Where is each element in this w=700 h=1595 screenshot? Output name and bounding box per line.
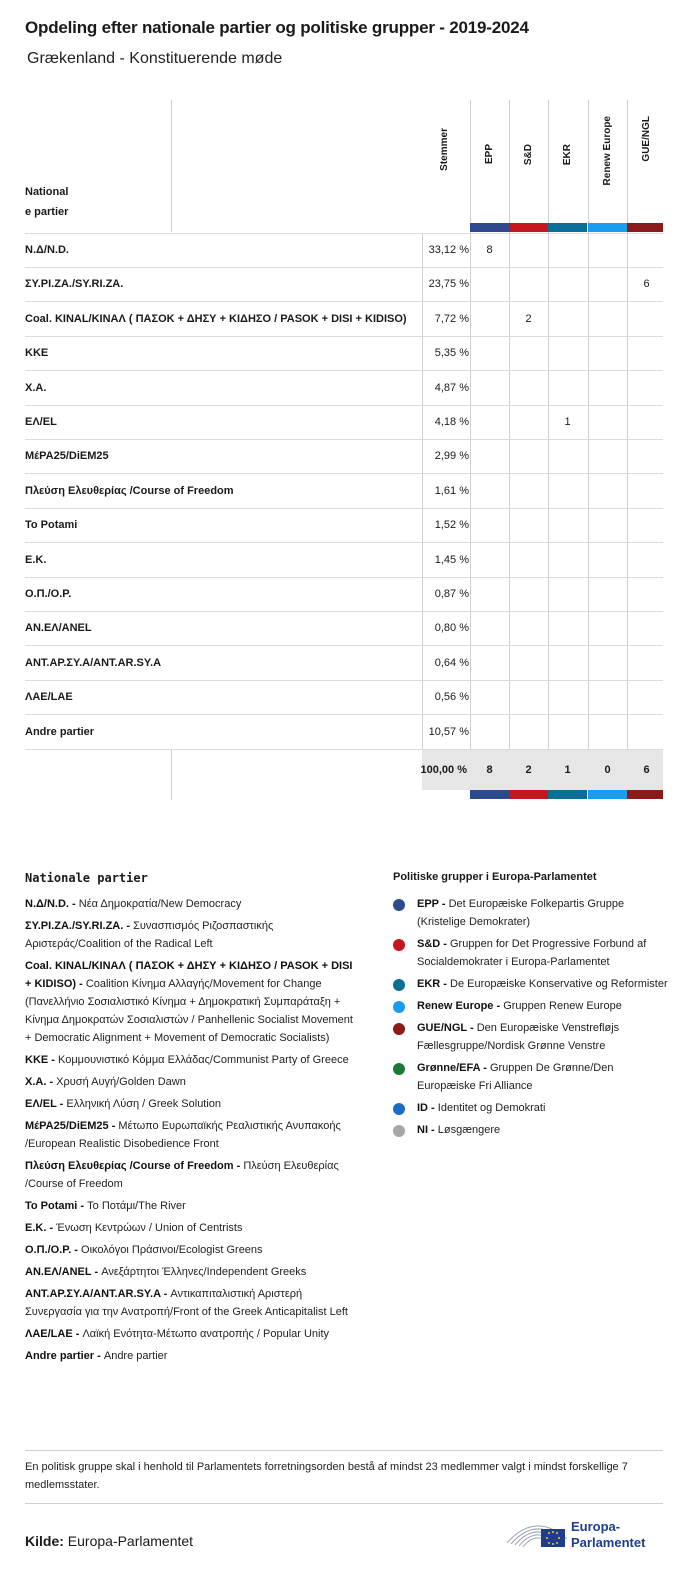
party-full-name: Andre partier xyxy=(103,1350,168,1362)
group-color-bar xyxy=(509,790,548,799)
group-legend-item xyxy=(393,895,668,931)
party-abbreviation: Andre partier - xyxy=(25,1350,104,1362)
group-color-bar xyxy=(548,790,587,799)
party-full-name: Νέα Δημοκρατία/New Democracy xyxy=(78,898,242,910)
group-legend-item xyxy=(393,1019,668,1055)
table-row xyxy=(25,336,663,370)
national-party-legend-item xyxy=(25,1285,360,1321)
vote-share: 10,57 % xyxy=(428,725,469,738)
group-color-dot-icon xyxy=(393,899,405,911)
group-color-bar xyxy=(588,223,627,232)
party-name: KKE xyxy=(25,347,49,360)
party-abbreviation: ΣΥ.ΡΙ.ΖΑ./SY.RI.ZA. - xyxy=(25,920,134,932)
source-value: Europa-Parlamentet xyxy=(67,1533,194,1549)
group-color-bar xyxy=(627,790,663,799)
seat-count: 8 xyxy=(486,244,493,256)
party-full-name: Αντικαπιταλιστική Αριστερή Συνεργασία για την Ανατροπή/Front of the Greek Anticapitalist Left xyxy=(25,1288,348,1318)
national-party-legend-item xyxy=(25,917,360,953)
logo-line-2: Parlamentet xyxy=(571,1535,646,1550)
group-abbreviation: S&D - xyxy=(417,938,450,950)
party-name: Ο.Π./O.P. xyxy=(25,588,72,600)
logo-wordmark xyxy=(571,1519,645,1551)
group-color-dot-icon xyxy=(393,1001,405,1013)
total-seat-count: 1 xyxy=(564,764,571,776)
party-name: ΕΛ/EL xyxy=(25,416,57,428)
seat-count: 1 xyxy=(564,416,571,428)
vote-share: 0,80 % xyxy=(434,622,469,635)
party-name: Coal. KINAL/ΚΙΝΑΛ ( ΠΑΣΟΚ + ΔΗΣΥ + ΚΙΔΗΣΟ / PASOK + DISI + KIDISO) xyxy=(25,312,407,325)
party-abbreviation: To Potami - xyxy=(25,1200,88,1212)
party-full-name: Το Ποτάμι/The River xyxy=(87,1200,186,1212)
group-header-ekr: EKR xyxy=(562,144,573,166)
vote-share: 4,87 % xyxy=(434,381,469,394)
vote-share: 7,72 % xyxy=(434,312,469,325)
national-parties-legend xyxy=(25,871,360,1369)
divider xyxy=(25,1503,663,1504)
party-abbreviation: X.A. - xyxy=(25,1076,57,1088)
national-party-legend-item xyxy=(25,1051,360,1069)
national-legend-title: Nationale partier xyxy=(25,871,148,885)
party-full-name: Πλεύση Ελευθερίας /Course of Freedom xyxy=(25,1160,339,1190)
national-party-legend-item xyxy=(25,1325,360,1343)
party-name: Andre partier xyxy=(25,725,95,738)
national-party-legend-item xyxy=(25,895,360,913)
table-row xyxy=(25,543,663,577)
party-full-name: Ανεξάρτητοι Έλληνες/Independent Greeks xyxy=(101,1266,307,1278)
party-full-name: Coalition Κίνημα Αλλαγής/Movement for Change (Πανελλήνιο Σοσιαλιστικό Κίνημα + Δημοκρατική Συμπαράταξη + Κίνημα Δημοκρατών Σοσιαλιστών / Panhellenic Socialist Movement + Democratic Alignment + Movement of Democratic Socialists) xyxy=(25,978,353,1044)
party-name: ΜέΡΑ25/DiEM25 xyxy=(25,450,109,463)
group-color-bar xyxy=(470,790,509,799)
logo-line-1: Europa- xyxy=(571,1519,621,1534)
vote-share: 1,61 % xyxy=(434,484,469,497)
vote-share: 2,99 % xyxy=(434,450,469,463)
group-legend-item xyxy=(393,997,668,1015)
vote-share: 23,75 % xyxy=(428,278,469,291)
party-full-name: Συνασπισμός Ριζοσπαστικής Αριστεράς/Coalition of the Radical Left xyxy=(25,920,274,950)
seat-count: 2 xyxy=(525,312,532,325)
party-header-line: National xyxy=(25,186,69,198)
group-color-dot-icon xyxy=(393,1023,405,1035)
group-full-name: Gruppen for Det Progressive Forbund af Socialdemokrater i Europa-Parlamentet xyxy=(417,938,647,968)
group-abbreviation: Renew Europe - xyxy=(417,1000,504,1012)
party-name: ΛΑΕ/LAE xyxy=(25,691,73,704)
party-abbreviation: Coal. KINAL/ΚΙΝΑΛ ( ΠΑΣΟΚ + ΔΗΣΥ + ΚΙΔΗΣΟ / PASOK + DISI + KIDISO) - xyxy=(25,960,353,990)
party-name: To Potami xyxy=(25,519,78,532)
party-full-name: Οικολόγοι Πράσινοι/Ecologist Greens xyxy=(81,1244,263,1256)
group-color-bar xyxy=(588,790,627,799)
national-party-legend-item xyxy=(25,1263,360,1281)
table-row xyxy=(25,474,663,508)
party-name: ΣΥ.ΡΙ.ΖΑ./SY.RI.ZA. xyxy=(25,278,124,291)
group-legend-item xyxy=(393,1059,668,1095)
party-full-name: Ελληνική Λύση / Greek Solution xyxy=(66,1098,222,1110)
party-abbreviation: KKE - xyxy=(25,1054,58,1066)
national-party-legend-item xyxy=(25,1347,360,1365)
group-legend-item xyxy=(393,1121,668,1139)
table-row xyxy=(25,508,663,542)
party-full-name: Ένωση Κεντρώων / Union of Centrists xyxy=(56,1222,243,1234)
party-header-line: e partier xyxy=(25,206,69,218)
group-legend-item xyxy=(393,975,668,993)
table-row xyxy=(25,405,663,439)
party-name: ΑΝΤ.ΑΡ.ΣΥ.Α/ANT.AR.SY.A xyxy=(25,656,162,669)
group-color-bar xyxy=(509,223,548,232)
results-table xyxy=(25,100,663,800)
party-abbreviation: ΜέΡΑ25/DiEM25 - xyxy=(25,1120,119,1132)
party-abbreviation: ΑΝ.ΕΛ/ANEL - xyxy=(25,1266,102,1278)
total-seat-count: 2 xyxy=(525,764,532,776)
party-abbreviation: E.K. - xyxy=(25,1222,57,1234)
group-header-s-d: S&D xyxy=(523,144,534,166)
national-party-legend-item xyxy=(25,1219,360,1237)
national-party-legend-item xyxy=(25,957,360,1047)
total-vote-share: 100,00 % xyxy=(420,764,467,776)
group-full-name: Den Europæiske Venstrefløjs Fællesgruppe/Nordisk Grønne Venstre xyxy=(417,1022,620,1052)
vote-share: 4,18 % xyxy=(434,416,469,428)
votes-column-header: Stemmer xyxy=(439,128,450,171)
table-row xyxy=(25,646,663,680)
table-row xyxy=(25,233,663,267)
group-full-name: Løsgængere xyxy=(437,1124,501,1136)
group-color-dot-icon xyxy=(393,1063,405,1075)
vote-share: 5,35 % xyxy=(434,347,469,360)
party-abbreviation: Ο.Π./O.P. - xyxy=(25,1244,82,1256)
vote-share: 0,56 % xyxy=(434,691,469,704)
total-seat-count: 8 xyxy=(486,764,493,776)
national-party-legend-item xyxy=(25,1197,360,1215)
national-party-legend-item xyxy=(25,1241,360,1259)
party-abbreviation: ΕΛ/EL - xyxy=(25,1098,67,1110)
political-groups-legend xyxy=(393,871,668,1143)
divider xyxy=(25,1450,663,1451)
party-full-name: Μέτωπο Ευρωπαϊκής Ρεαλιστικής Ανυπακοής /European Realistic Disobedience Front xyxy=(25,1120,341,1150)
party-abbreviation: ΛΑΕ/LAE - xyxy=(25,1328,83,1340)
source-line xyxy=(25,1533,193,1549)
group-color-bar xyxy=(470,223,509,232)
group-abbreviation: ID - xyxy=(417,1102,438,1114)
group-full-name: De Europæiske Konservative og Reformister xyxy=(450,978,668,990)
group-color-bar xyxy=(548,223,587,232)
group-full-name: Det Europæiske Folkepartis Gruppe (Kristelige Demokrater) xyxy=(417,898,625,928)
group-color-bar xyxy=(627,223,663,232)
column-divider xyxy=(171,750,172,800)
table-row xyxy=(25,611,663,645)
party-name: Πλεύση Ελευθερίας /Course of Freedom xyxy=(25,484,234,497)
group-full-name: Gruppen De Grønne/Den Europæiske Fri Alliance xyxy=(417,1062,614,1092)
group-color-dot-icon xyxy=(393,939,405,951)
group-abbreviation: Grønne/EFA - xyxy=(417,1062,490,1074)
table-row xyxy=(25,715,663,749)
group-abbreviation: EKR - xyxy=(417,978,450,990)
party-column-header xyxy=(25,182,85,222)
group-header-gue-ngl: GUE/NGL xyxy=(641,116,652,162)
group-legend-item xyxy=(393,1099,668,1117)
party-name: E.K. xyxy=(25,553,47,566)
table-row xyxy=(25,680,663,714)
national-party-legend-item xyxy=(25,1157,360,1193)
group-full-name: Gruppen Renew Europe xyxy=(503,1000,622,1012)
party-abbreviation: Ν.Δ/N.D. - xyxy=(25,898,79,910)
group-abbreviation: EPP - xyxy=(417,898,449,910)
party-name: ΑΝ.ΕΛ/ANEL xyxy=(25,622,92,635)
group-abbreviation: NI - xyxy=(417,1124,438,1136)
table-row xyxy=(25,577,663,611)
vote-share: 0,64 % xyxy=(434,656,469,669)
party-abbreviation: ΑΝΤ.ΑΡ.ΣΥ.Α/ANT.AR.SY.A - xyxy=(25,1288,171,1300)
table-row xyxy=(25,439,663,473)
party-full-name: Λαϊκή Ενότητα-Μέτωπο ανατροπής / Popular Unity xyxy=(82,1328,330,1340)
party-abbreviation: Πλεύση Ελευθερίας /Course of Freedom - xyxy=(25,1160,244,1172)
vote-share: 1,45 % xyxy=(434,553,469,566)
group-color-dot-icon xyxy=(393,979,405,991)
national-party-legend-item xyxy=(25,1117,360,1153)
vote-share: 1,52 % xyxy=(434,519,469,532)
party-full-name: Κομμουνιστικό Κόμμα Ελλάδας/Communist Party of Greece xyxy=(58,1054,349,1066)
party-name: Ν.Δ/N.D. xyxy=(25,244,69,256)
footnote: En politisk gruppe skal i henhold til Parlamentets forretningsorden bestå af mindst 23 medlemmer valgt i mindst forskellige 7 medlemsstater. xyxy=(25,1461,628,1491)
group-header-renew-europe: Renew Europe xyxy=(602,116,613,186)
source-label: Kilde: xyxy=(25,1533,64,1549)
table-row xyxy=(25,371,663,405)
total-seat-count: 6 xyxy=(643,764,650,776)
group-header-epp: EPP xyxy=(484,144,495,165)
total-seat-count: 0 xyxy=(604,764,611,776)
national-party-legend-item xyxy=(25,1073,360,1091)
group-color-dot-icon xyxy=(393,1103,405,1115)
group-color-dot-icon xyxy=(393,1125,405,1137)
table-row xyxy=(25,302,663,336)
group-legend-item xyxy=(393,935,668,971)
seat-count: 6 xyxy=(643,278,650,291)
page-subtitle: Grækenland - Konstituerende møde xyxy=(27,50,283,67)
vote-share: 0,87 % xyxy=(434,588,469,600)
vote-share: 33,12 % xyxy=(428,244,469,256)
table-row xyxy=(25,267,663,301)
group-legend-title: Politiske grupper i Europa-Parlamentet xyxy=(393,871,597,883)
party-full-name: Χρυσή Αυγή/Golden Dawn xyxy=(56,1076,186,1088)
party-name: X.A. xyxy=(25,381,47,394)
column-divider xyxy=(171,100,172,232)
page-title: Opdeling efter nationale partier og politiske grupper - 2019-2024 xyxy=(25,18,529,37)
group-full-name: Identitet og Demokrati xyxy=(437,1102,546,1114)
group-abbreviation: GUE/NGL - xyxy=(417,1022,477,1034)
national-party-legend-item xyxy=(25,1095,360,1113)
